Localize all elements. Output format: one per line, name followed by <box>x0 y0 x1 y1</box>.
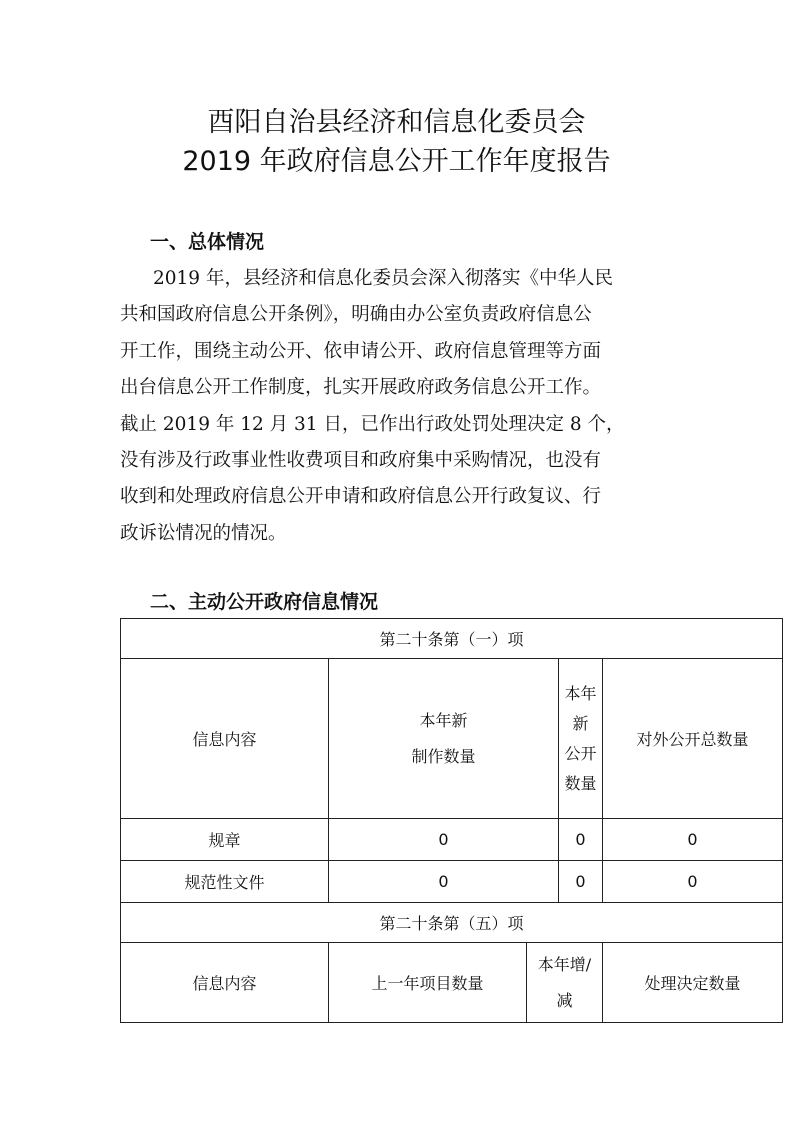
col-new-pub-line: 新 <box>572 713 589 733</box>
art20-5-title: 第二十条第（五）项 <box>121 903 783 943</box>
col-last-year-header: 上一年项目数量 <box>329 943 527 1023</box>
table-header-row <box>121 659 783 819</box>
table-section-header-row <box>121 619 783 659</box>
paragraph-line: 共和国政府信息公开条例》，明确由办公室负责政府信息公 <box>120 304 592 326</box>
row-new-pub: 0 <box>559 819 603 861</box>
table-header-row <box>121 943 783 1023</box>
col-new-pub-line: 公开 <box>564 743 597 763</box>
paragraph-line: 开工作，围绕主动公开、依申请公开、政府信息管理等方面 <box>120 340 602 362</box>
col-decisions-header: 处理决定数量 <box>603 943 783 1023</box>
paragraph-line: 截止 2019 年 12 月 31 日，已作出行政处罚处理决定 8 个， <box>120 413 625 435</box>
section1-paragraph <box>120 261 680 552</box>
row-total: 0 <box>603 861 783 903</box>
col-new-made-line1: 本年新 <box>419 710 468 730</box>
section1-heading: 一、总体情况 <box>150 231 265 253</box>
col-new-made-header <box>329 659 559 819</box>
col-change-line1: 本年增/ <box>537 954 592 974</box>
row-new-made: 0 <box>329 819 559 861</box>
report-title-line2: 2019 年政府信息公开工作年度报告 <box>182 146 611 177</box>
row-label: 规范性文件 <box>121 861 329 903</box>
col-content-header: 信息内容 <box>121 659 329 819</box>
row-new-made: 0 <box>329 861 559 903</box>
col-change-header <box>527 943 603 1023</box>
col-new-made-line2: 制作数量 <box>411 746 476 766</box>
col-content-header: 信息内容 <box>121 943 329 1023</box>
paragraph-line: 收到和处理政府信息公开申请和政府信息公开行政复议、行 <box>120 486 602 508</box>
row-total: 0 <box>603 819 783 861</box>
disclosure-table <box>120 618 783 1023</box>
paragraph-line: 2019 年，县经济和信息化委员会深入彻落实《中华人民 <box>153 268 613 289</box>
table-row <box>121 819 783 861</box>
col-total-header: 对外公开总数量 <box>603 659 783 819</box>
row-new-pub: 0 <box>559 861 603 903</box>
col-new-pub-line: 数量 <box>564 773 597 793</box>
table-row <box>121 861 783 903</box>
paragraph-line: 出台信息公开工作制度，扎实开展政府政务信息公开工作。 <box>120 377 602 399</box>
report-title-line1: 酉阳自治县经济和信息化委员会 <box>207 107 586 138</box>
row-label: 规章 <box>121 819 329 861</box>
col-new-pub-line: 本年 <box>564 683 597 703</box>
art20-1-title: 第二十条第（一）项 <box>121 619 783 659</box>
table-section-header-row <box>121 903 783 943</box>
col-change-line2: 减 <box>556 990 573 1010</box>
col-new-pub-header <box>559 659 603 819</box>
section2-heading: 二、主动公开政府信息情况 <box>150 591 379 613</box>
paragraph-line: 政诉讼情况的情况。 <box>120 522 287 544</box>
paragraph-line: 没有涉及行政事业性收费项目和政府集中采购情况，也没有 <box>120 449 602 471</box>
